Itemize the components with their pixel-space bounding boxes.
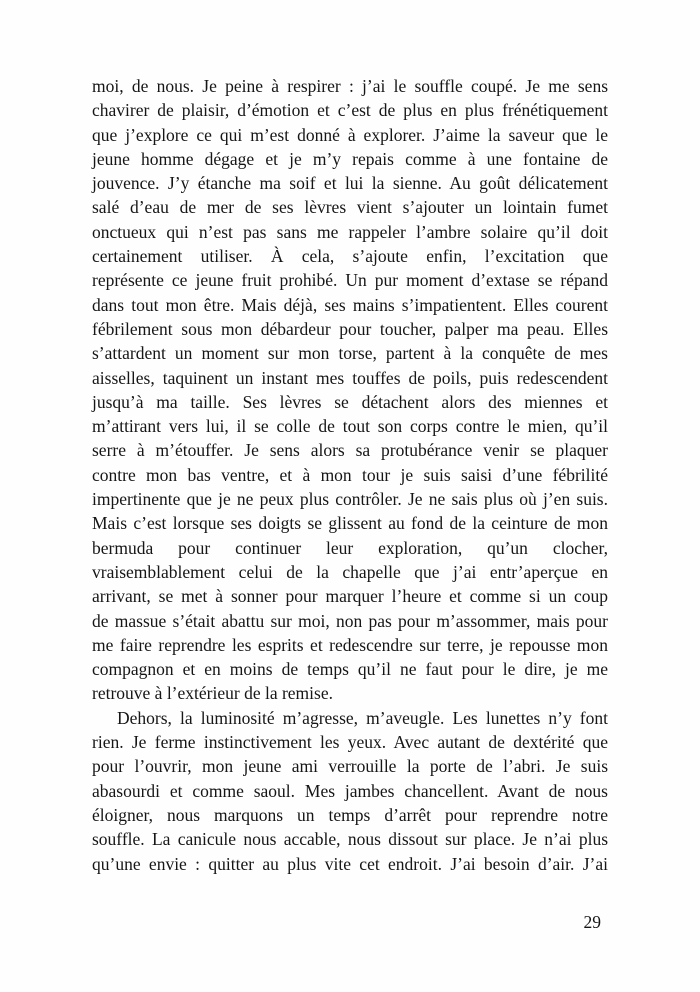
text-line: salé d’eau de mer de ses lèvres vient s’ajouter un lointain fumet bbox=[92, 197, 608, 218]
text-line: abasourdi et comme saoul. Mes jambes chancellent. Avant de nous bbox=[92, 780, 608, 801]
text-line: me faire reprendre les esprits et redescendre sur terre, je repousse mon bbox=[92, 634, 608, 655]
text-line: onctueux qui n’est pas sans me rappeler l’ambre solaire qu’il doit bbox=[92, 221, 608, 242]
text-line: impertinente que je ne peux plus contrôler. Je ne sais plus où j’en suis. bbox=[92, 489, 608, 510]
text-line: jusqu’à ma taille. Ses lèvres se détachent alors des miennes et bbox=[92, 391, 608, 412]
page-number: 29 bbox=[583, 912, 601, 932]
text-line: vraisemblablement celui de la chapelle que j’ai entr’aperçue en bbox=[92, 561, 608, 582]
text-line: certainement utiliser. À cela, s’ajoute enfin, l’excitation que bbox=[92, 246, 608, 267]
body-text bbox=[92, 74, 608, 876]
text-line: souffle. La canicule nous accable, nous dissout sur place. Je n’ai plus bbox=[92, 829, 608, 850]
text-line: Dehors, la luminosité m’agresse, m’aveugle. Les lunettes n’y font bbox=[117, 707, 608, 728]
text-line: pour l’ouvrir, mon jeune ami verrouille la porte de l’abri. Je suis bbox=[92, 756, 608, 777]
text-line: représente ce jeune fruit prohibé. Un pur moment d’extase se répand bbox=[92, 270, 608, 291]
text-line: fébrilement sous mon débardeur pour toucher, palper ma peau. Elles bbox=[92, 318, 608, 339]
text-line: s’attardent un moment sur mon torse, partent à la conquête de mes bbox=[92, 343, 608, 364]
text-line: de massue s’était abattu sur moi, non pas pour m’assommer, mais pour bbox=[92, 610, 608, 631]
text-line: dans tout mon être. Mais déjà, ses mains s’impatientent. Elles courent bbox=[92, 294, 608, 315]
text-line: retrouve à l’extérieur de la remise. bbox=[92, 683, 333, 704]
text-line: qu’une envie : quitter au plus vite cet endroit. J’ai besoin d’air. J’ai bbox=[92, 853, 608, 874]
text-line: éloigner, nous marquons un temps d’arrêt pour reprendre notre bbox=[92, 804, 608, 825]
text-line: moi, de nous. Je peine à respirer : j’ai le souffle coupé. Je me sens bbox=[92, 76, 608, 96]
text-line: arrivant, se met à sonner pour marquer l’heure et comme si un coup bbox=[92, 586, 608, 607]
text-line: Mais c’est lorsque ses doigts se glissent au fond de la ceinture de mon bbox=[92, 513, 608, 534]
text-line: m’attirant vers lui, il se colle de tout son corps contre le mien, qu’il bbox=[92, 416, 608, 437]
text-line: aisselles, taquinent un instant mes touffes de poils, puis redescendent bbox=[92, 367, 608, 388]
text-line: chavirer de plaisir, d’émotion et c’est de plus en plus frénétiquement bbox=[92, 100, 608, 121]
text-line: rien. Je ferme instinctivement les yeux. Avec autant de dextérité que bbox=[92, 732, 608, 753]
text-line: bermuda pour continuer leur exploration, qu’un clocher, bbox=[92, 537, 608, 558]
text-line: jeune homme dégage et je m’y repais comme à une fontaine de bbox=[92, 148, 608, 169]
text-line: contre mon bas ventre, et à mon tour je suis saisi d’une fébrilité bbox=[92, 464, 608, 485]
text-line: que j’explore ce qui m’est donné à explorer. J’aime la saveur que le bbox=[92, 124, 608, 145]
text-line: jouvence. J’y étanche ma soif et lui la sienne. Au goût délicatement bbox=[92, 173, 608, 194]
text-line: compagnon et en moins de temps qu’il ne faut pour le dire, je me bbox=[92, 659, 608, 680]
text-line: serre à m’étouffer. Je sens alors sa protubérance venir se plaquer bbox=[92, 440, 608, 461]
